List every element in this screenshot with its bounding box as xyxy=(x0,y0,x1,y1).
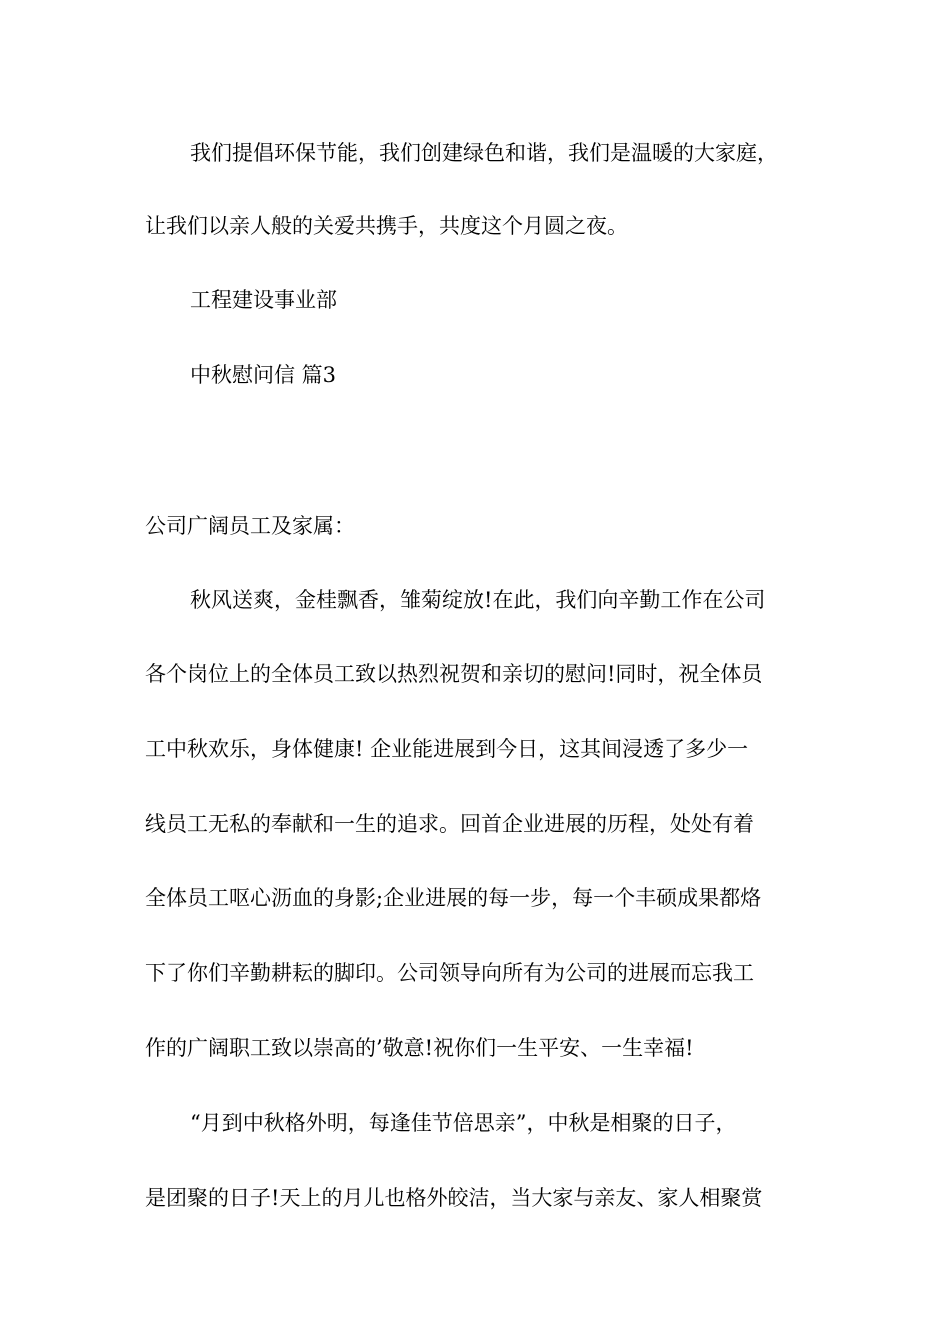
paragraph-line: “月到中秋格外明，每逢佳节倍思亲”，中秋是相聚的日子， xyxy=(190,1111,737,1135)
paragraph-line: 让我们以亲人般的关爱共携手，共度这个月圆之夜。 xyxy=(145,214,628,238)
paragraph-line: 是团聚的日子!天上的月儿也格外皎洁，当大家与亲友、家人相聚赏 xyxy=(145,1186,763,1210)
paragraph-line: 秋风送爽，金桂飘香，雏菊绽放!在此，我们向辛勤工作在公司 xyxy=(190,588,766,612)
paragraph-line: 全体员工呕心沥血的身影;企业进展的每一步，每一个丰硕成果都烙 xyxy=(145,886,762,910)
paragraph-line: 线员工无私的奉献和一生的追求。回首企业进展的历程，处处有着 xyxy=(145,812,754,836)
department-signature: 工程建设事业部 xyxy=(190,288,337,312)
paragraph-line: 各个岗位上的全体员工致以热烈祝贺和亲切的慰问!同时，祝全体员 xyxy=(145,662,763,686)
section-heading: 中秋慰问信 篇3 xyxy=(190,363,337,387)
salutation: 公司广阔员工及家属： xyxy=(145,514,355,538)
paragraph-line: 工中秋欢乐，身体健康! 企业能进展到今日，这其间浸透了多少一 xyxy=(145,737,749,761)
paragraph-line: 作的广阔职工致以崇高的’敬意!祝你们一生平安、一生幸福! xyxy=(145,1036,694,1060)
paragraph-line: 我们提倡环保节能，我们创建绿色和谐，我们是温暖的大家庭， xyxy=(190,141,778,165)
paragraph-line: 下了你们辛勤耕耘的脚印。公司领导向所有为公司的进展而忘我工 xyxy=(145,961,754,985)
